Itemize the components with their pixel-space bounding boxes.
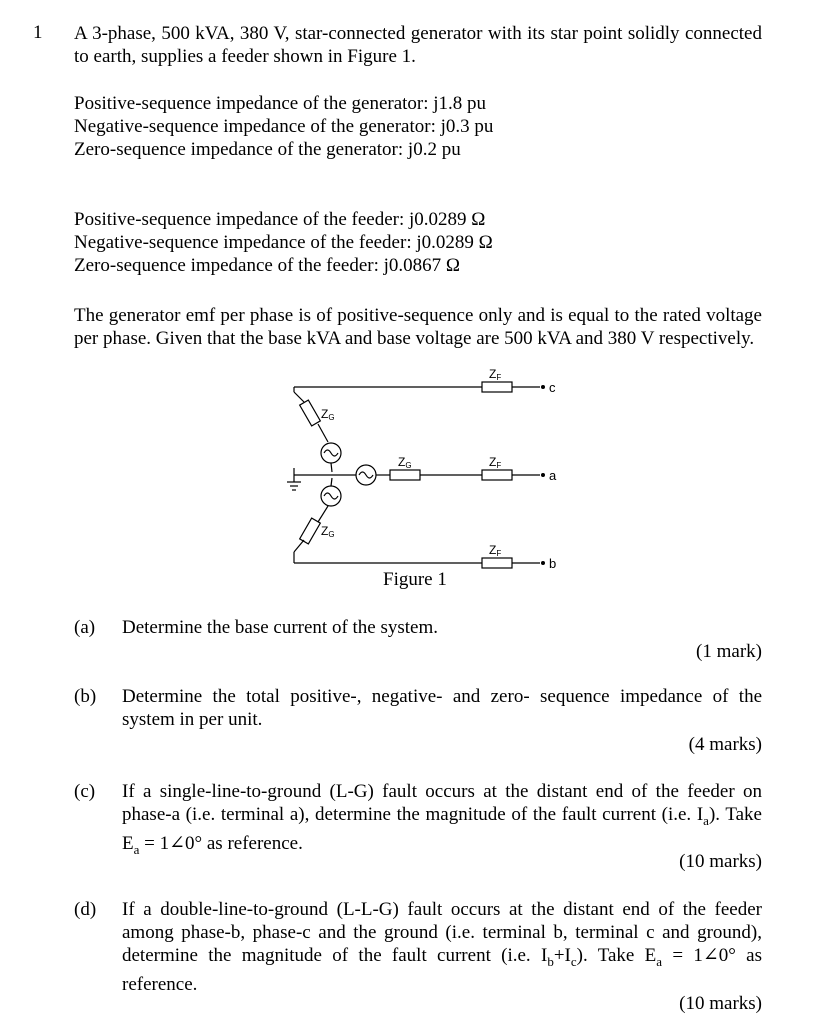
feeder-impedance-1: Positive-sequence impedance of the feeder: j0.0289 Ω: [74, 209, 486, 230]
part-b-label: (b): [74, 686, 97, 707]
generator-impedance-3: Zero-sequence impedance of the generator: j0.2 pu: [74, 139, 461, 160]
zf-label-bottom: ZF: [489, 543, 502, 558]
feeder-impedance-3: Zero-sequence impedance of the feeder: j0.0867 Ω: [74, 255, 461, 276]
part-a-text: Determine the base current of the system.: [122, 617, 439, 638]
part-b-text: Determine the total positive-, negative- and zero- sequence impedance of the system in per unit.: [122, 686, 762, 730]
generator-impedance-1: Positive-sequence impedance of the generator: j1.8 pu: [74, 93, 487, 114]
figure-caption: Figure 1: [383, 569, 447, 590]
part-a-marks: (1 mark): [696, 641, 762, 662]
zg-label-mid: ZG: [398, 455, 412, 470]
terminal-a-dot: [541, 473, 545, 477]
part-a-label: (a): [74, 617, 96, 638]
zg-label-bottom: ZG: [321, 524, 335, 539]
part-d-marks: (10 marks): [679, 993, 762, 1014]
terminal-c-label: c: [549, 380, 556, 395]
question-number: 1: [33, 22, 43, 43]
terminal-b-label: b: [549, 556, 557, 571]
part-d-label: (d): [74, 899, 97, 920]
zg-label-top: ZG: [321, 407, 335, 422]
zf-label-mid: ZF: [489, 455, 502, 470]
circuit-diagram: [270, 362, 600, 584]
part-c-marks: (10 marks): [679, 851, 762, 872]
terminal-b-dot: [541, 561, 545, 565]
terminal-a-label: a: [549, 468, 557, 483]
emf-paragraph: The generator emf per phase is of positive-sequence only and is equal to the rated voltage per phase. Given that the base kVA and base voltage are 500 kVA and 380 V respectively.: [74, 305, 762, 349]
part-d-text: If a double-line-to-ground (L-L-G) fault occurs at the distant end of the feeder among phase-b, phase-c and the ground (i.e. terminal b, terminal c and ground), determine the magnitude of the fault current (i.e. $I_b+I_c$). Take $E_a$ = 1∠0° as reference.: [122, 899, 762, 995]
terminal-c-dot: [541, 385, 545, 389]
generator-impedance-2: Negative-sequence impedance of the generator: j0.3 pu: [74, 116, 494, 137]
zf-label-top: ZF: [489, 367, 502, 382]
part-b-marks: (4 marks): [688, 734, 762, 755]
part-c-label: (c): [74, 781, 96, 802]
question-intro: A 3-phase, 500 kVA, 380 V, star-connected generator with its star point solidly connected to earth, supplies a feeder shown in Figure 1.: [74, 23, 762, 67]
part-c-text: If a single-line-to-ground (L-G) fault occurs at the distant end of the feeder on phase-a (i.e. terminal a), determine the magnitude of the fault current (i.e. $I_a$). Take $E_a$ = 1∠0° as reference.: [122, 781, 762, 857]
feeder-impedance-2: Negative-sequence impedance of the feeder: j0.0289 Ω: [74, 232, 493, 253]
